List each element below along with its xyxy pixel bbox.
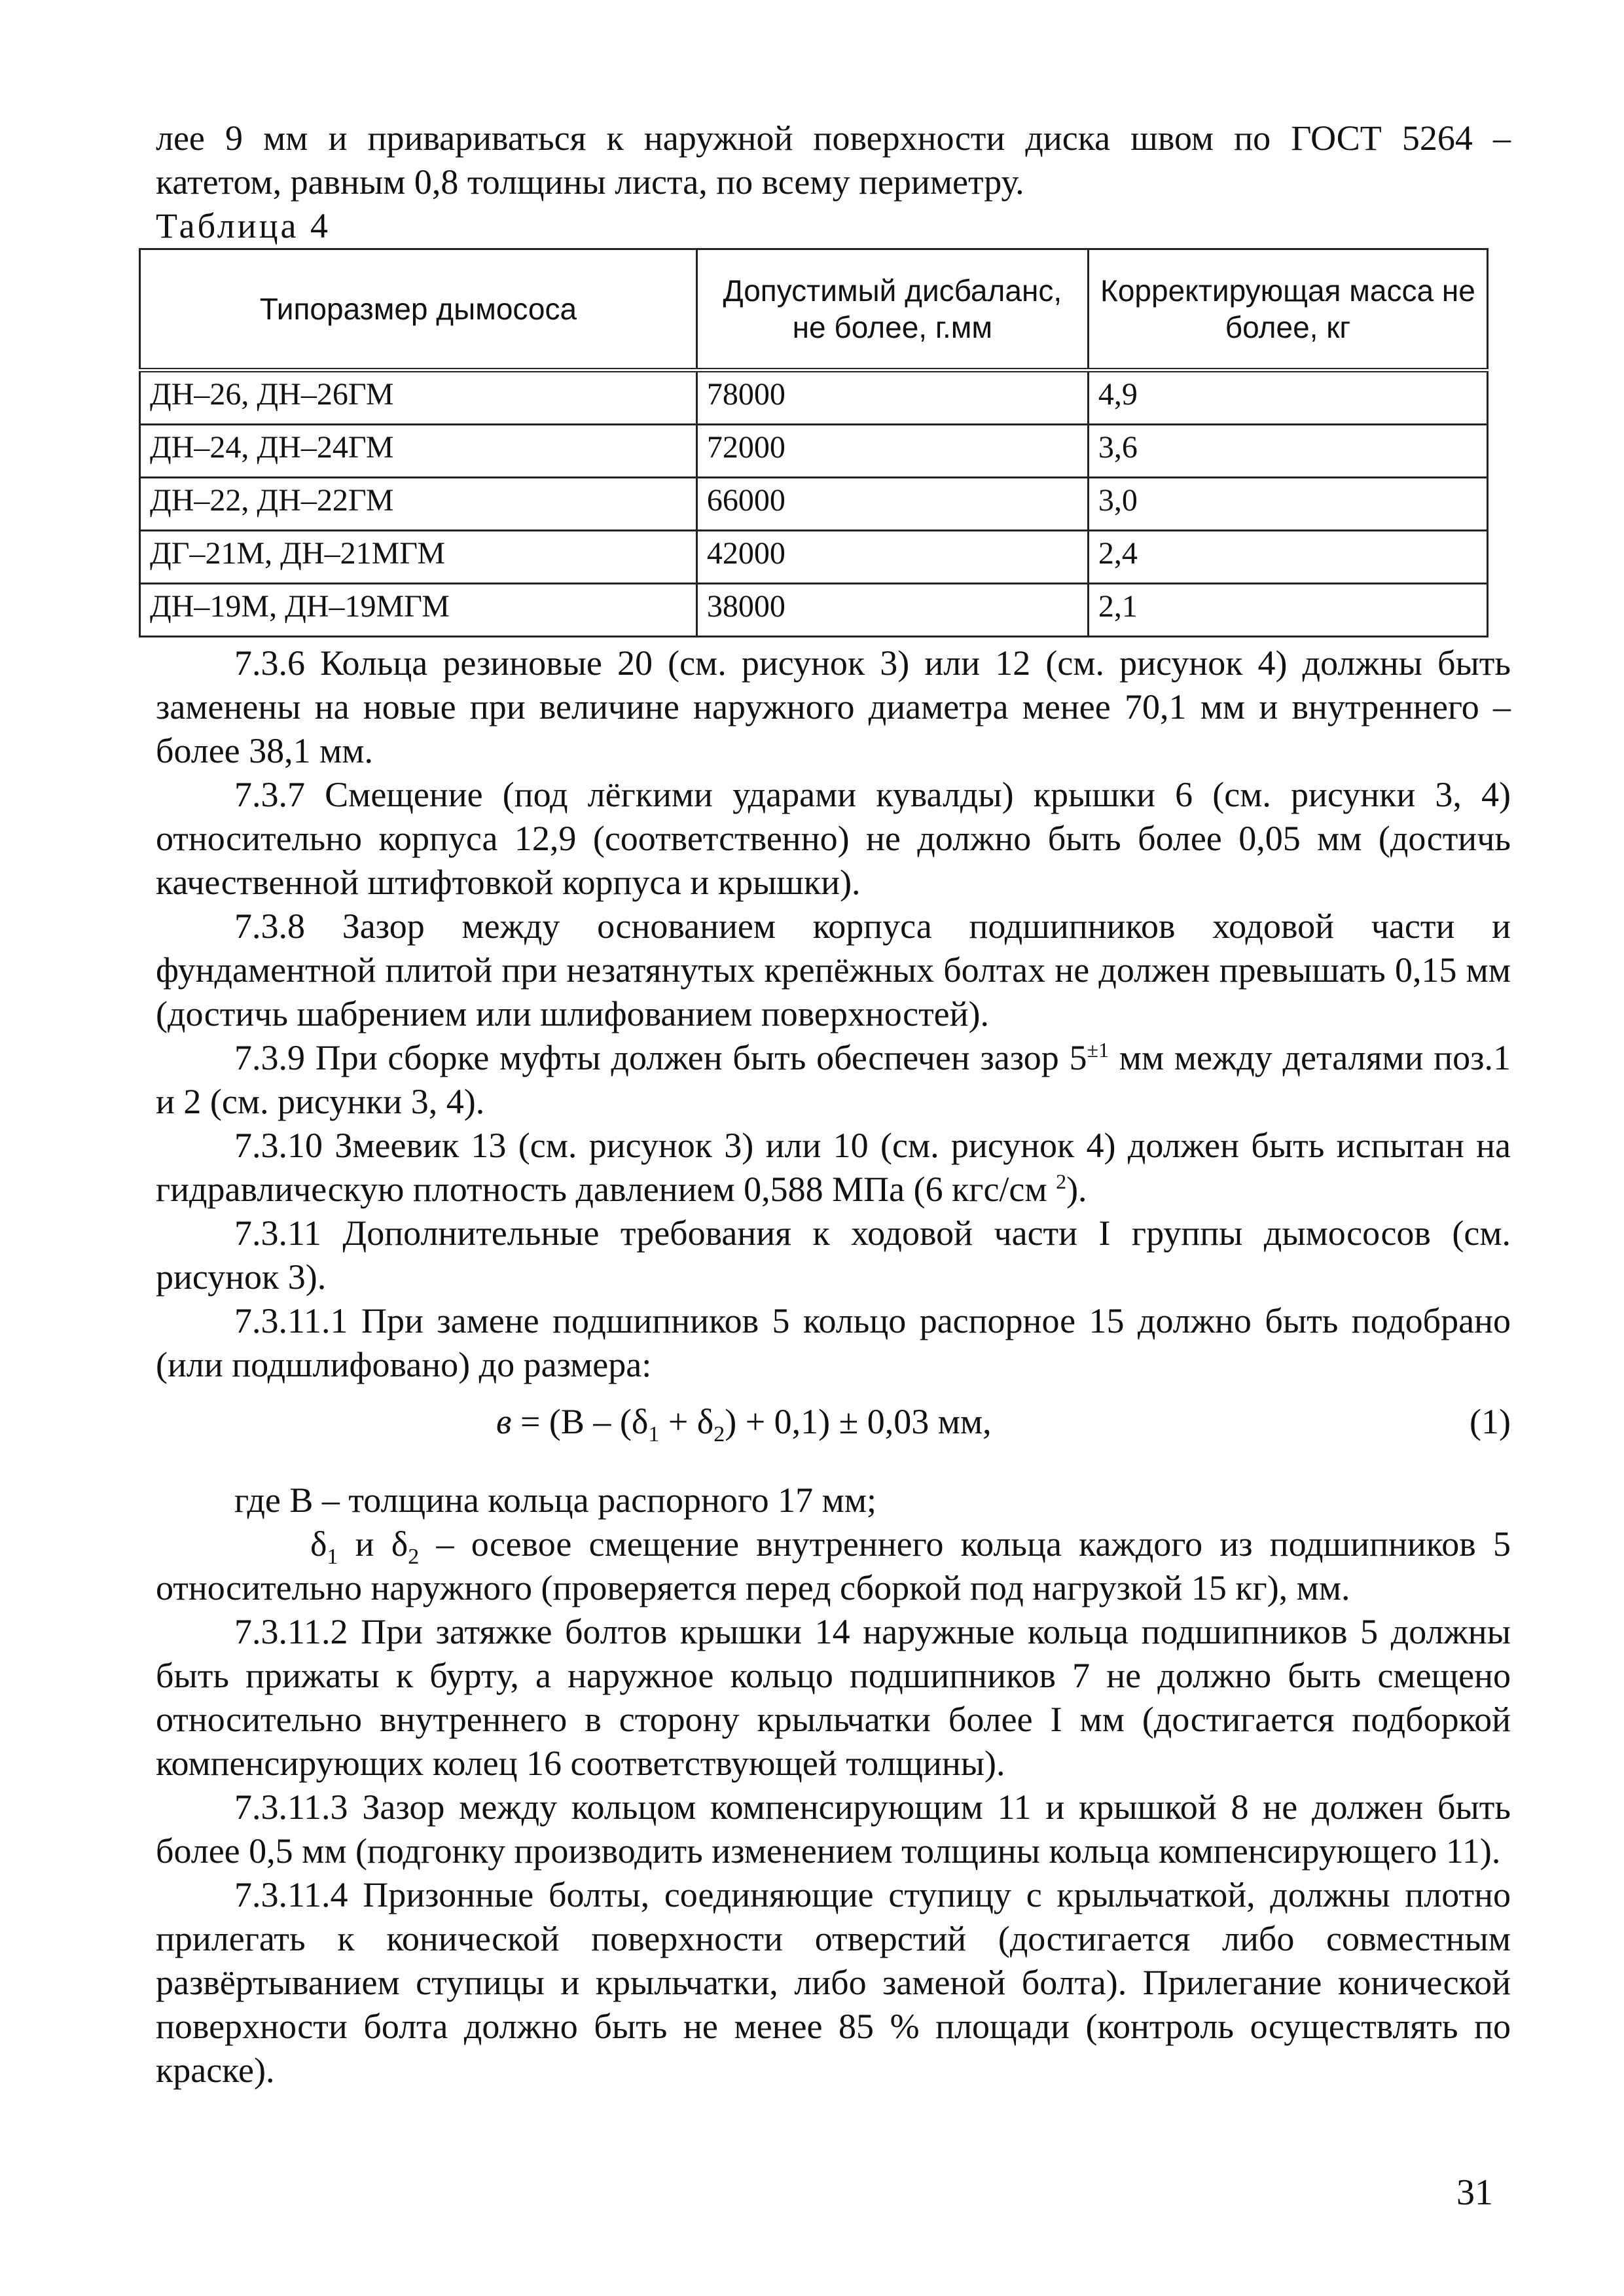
- where-line-2: $\delta_1$ и $\delta_2$ – осевое смещение внутреннего кольца каждого из подшипников 5 относительно наружного (проверяется перед сборкой под нагрузкой 15 кг), мм.: [156, 1524, 1511, 1607]
- cell-mass: 3,6: [1088, 425, 1487, 478]
- paragraph-7-3-11-4: 7.3.11.4 Призонные болты, соединяющие ступицу с крыльчаткой, должны плотно прилегать к конической поверхности отверстий (достигается либо совместным развёртыванием ступицы и крыльчатки, либо заменой болта). Прилегание конической поверхности болта должно быть не менее 85 % площади (контроль осуществлять по краске).: [156, 1875, 1511, 2090]
- formula-expression: $в = (В - (\delta_1 + \delta_2) + 0,1) \pm 0,03$ мм,: [496, 1402, 992, 1446]
- table-row: [140, 531, 1488, 584]
- paragraph-7-3-8: 7.3.8 Зазор между основанием корпуса подшипников ходовой части и фундаментной плитой при незатянутых крепёжных болтах не должен превышать 0,15 мм (достичь шабрением или шлифованием поверхностей).: [156, 906, 1511, 1033]
- header-cell-mass: Корректирующая масса не более, кг: [1088, 249, 1487, 370]
- paragraph-7-3-11: 7.3.11 Дополнительные требования к ходовой части I группы дымососов (см. рисунок 3).: [156, 1213, 1511, 1297]
- page-number: 31: [1456, 2172, 1493, 2213]
- cell-mass: 4,9: [1088, 370, 1487, 425]
- where-line-1: где В – толщина кольца распорного 17 мм;: [234, 1480, 876, 1520]
- paragraph-7-3-11-2: 7.3.11.2 При затяжке болтов крышки 14 наружные кольца подшипников 5 должны быть прижаты к бурту, а наружное кольцо подшипников 7 не должно быть смещено относительно внутреннего в сторону крыльчатки более I мм (достигается подборкой компенсирующих колец 16 соответствующей толщины).: [156, 1612, 1511, 1783]
- formula-number: (1): [1470, 1402, 1511, 1441]
- cell-type: ДН–24, ДН–24ГМ: [140, 425, 697, 478]
- cell-mass: 3,0: [1088, 478, 1487, 531]
- intro-line-1: лее 9 мм и привариваться к наружной поверхности диска швом по ГОСТ 5264 –: [156, 118, 1511, 158]
- cell-imbalance: 78000: [696, 370, 1088, 425]
- cell-imbalance: 66000: [696, 478, 1088, 531]
- table-row: [140, 478, 1488, 531]
- header-cell-type: Типоразмер дымососа: [140, 249, 697, 370]
- header-cell-imbalance: Допустимый дисбаланс, не более, г.мм: [696, 249, 1088, 370]
- paragraph-7-3-6: 7.3.6 Кольца резиновые 20 (см. рисунок 3) или 12 (см. рисунок 4) должны быть заменены на новые при величине наружного диаметра менее 70,1 мм и внутреннего – более 38,1 мм.: [156, 643, 1511, 770]
- table-header-row: [140, 249, 1488, 370]
- table-row: [140, 370, 1488, 425]
- cell-imbalance: 72000: [696, 425, 1088, 478]
- page-content: [150, 117, 1511, 2092]
- cell-type: ДН–22, ДН–22ГМ: [140, 478, 697, 531]
- paragraph-7-3-11-1: 7.3.11.1 При замене подшипников 5 кольцо распорное 15 должно быть подобрано (или подшлифовано) до размера:: [156, 1301, 1511, 1384]
- paragraph-7-3-11-3: 7.3.11.3 Зазор между кольцом компенсирующим 11 и крышкой 8 не должен быть более 0,5 мм (подгонку производить изменением толщины кольца компенсирующего 11).: [156, 1787, 1511, 1871]
- intro-line-2: катетом, равным 0,8 толщины листа, по всему периметру.: [156, 162, 1024, 202]
- paragraph-7-3-10: 7.3.10 Змеевик 13 (см. рисунок 3) или 10 (см. рисунок 4) должен быть испытан на гидравлическую плотность давлением 0,588 МПа (6 кгс/см $^2$).: [156, 1126, 1511, 1209]
- cell-type: ДН–19М, ДН–19МГМ: [140, 584, 697, 637]
- cell-type: ДГ–21М, ДН–21МГМ: [140, 531, 697, 584]
- cell-type: ДН–26, ДН–26ГМ: [140, 370, 697, 425]
- table-row: [140, 425, 1488, 478]
- paragraph-7-3-7: 7.3.7 Смещение (под лёгкими ударами кувалды) крышки 6 (см. рисунки 3, 4) относительно корпуса 12,9 (соответственно) не должно быть более 0,05 мм (достичь качественной штифтовкой корпуса и крышки).: [156, 775, 1511, 902]
- table-row: [140, 584, 1488, 637]
- table-4: [139, 248, 1489, 637]
- table-caption: Таблица 4: [156, 206, 331, 245]
- cell-imbalance: 38000: [696, 584, 1088, 637]
- cell-mass: 2,1: [1088, 584, 1487, 637]
- cell-imbalance: 42000: [696, 531, 1088, 584]
- formula-1: [156, 1395, 1511, 1460]
- cell-mass: 2,4: [1088, 531, 1487, 584]
- paragraph-7-3-9: 7.3.9 При сборке муфты должен быть обеспечен зазор $5^{\pm 1}$ мм между деталями поз.1 и 2 (см. рисунки 3, 4).: [156, 1038, 1511, 1121]
